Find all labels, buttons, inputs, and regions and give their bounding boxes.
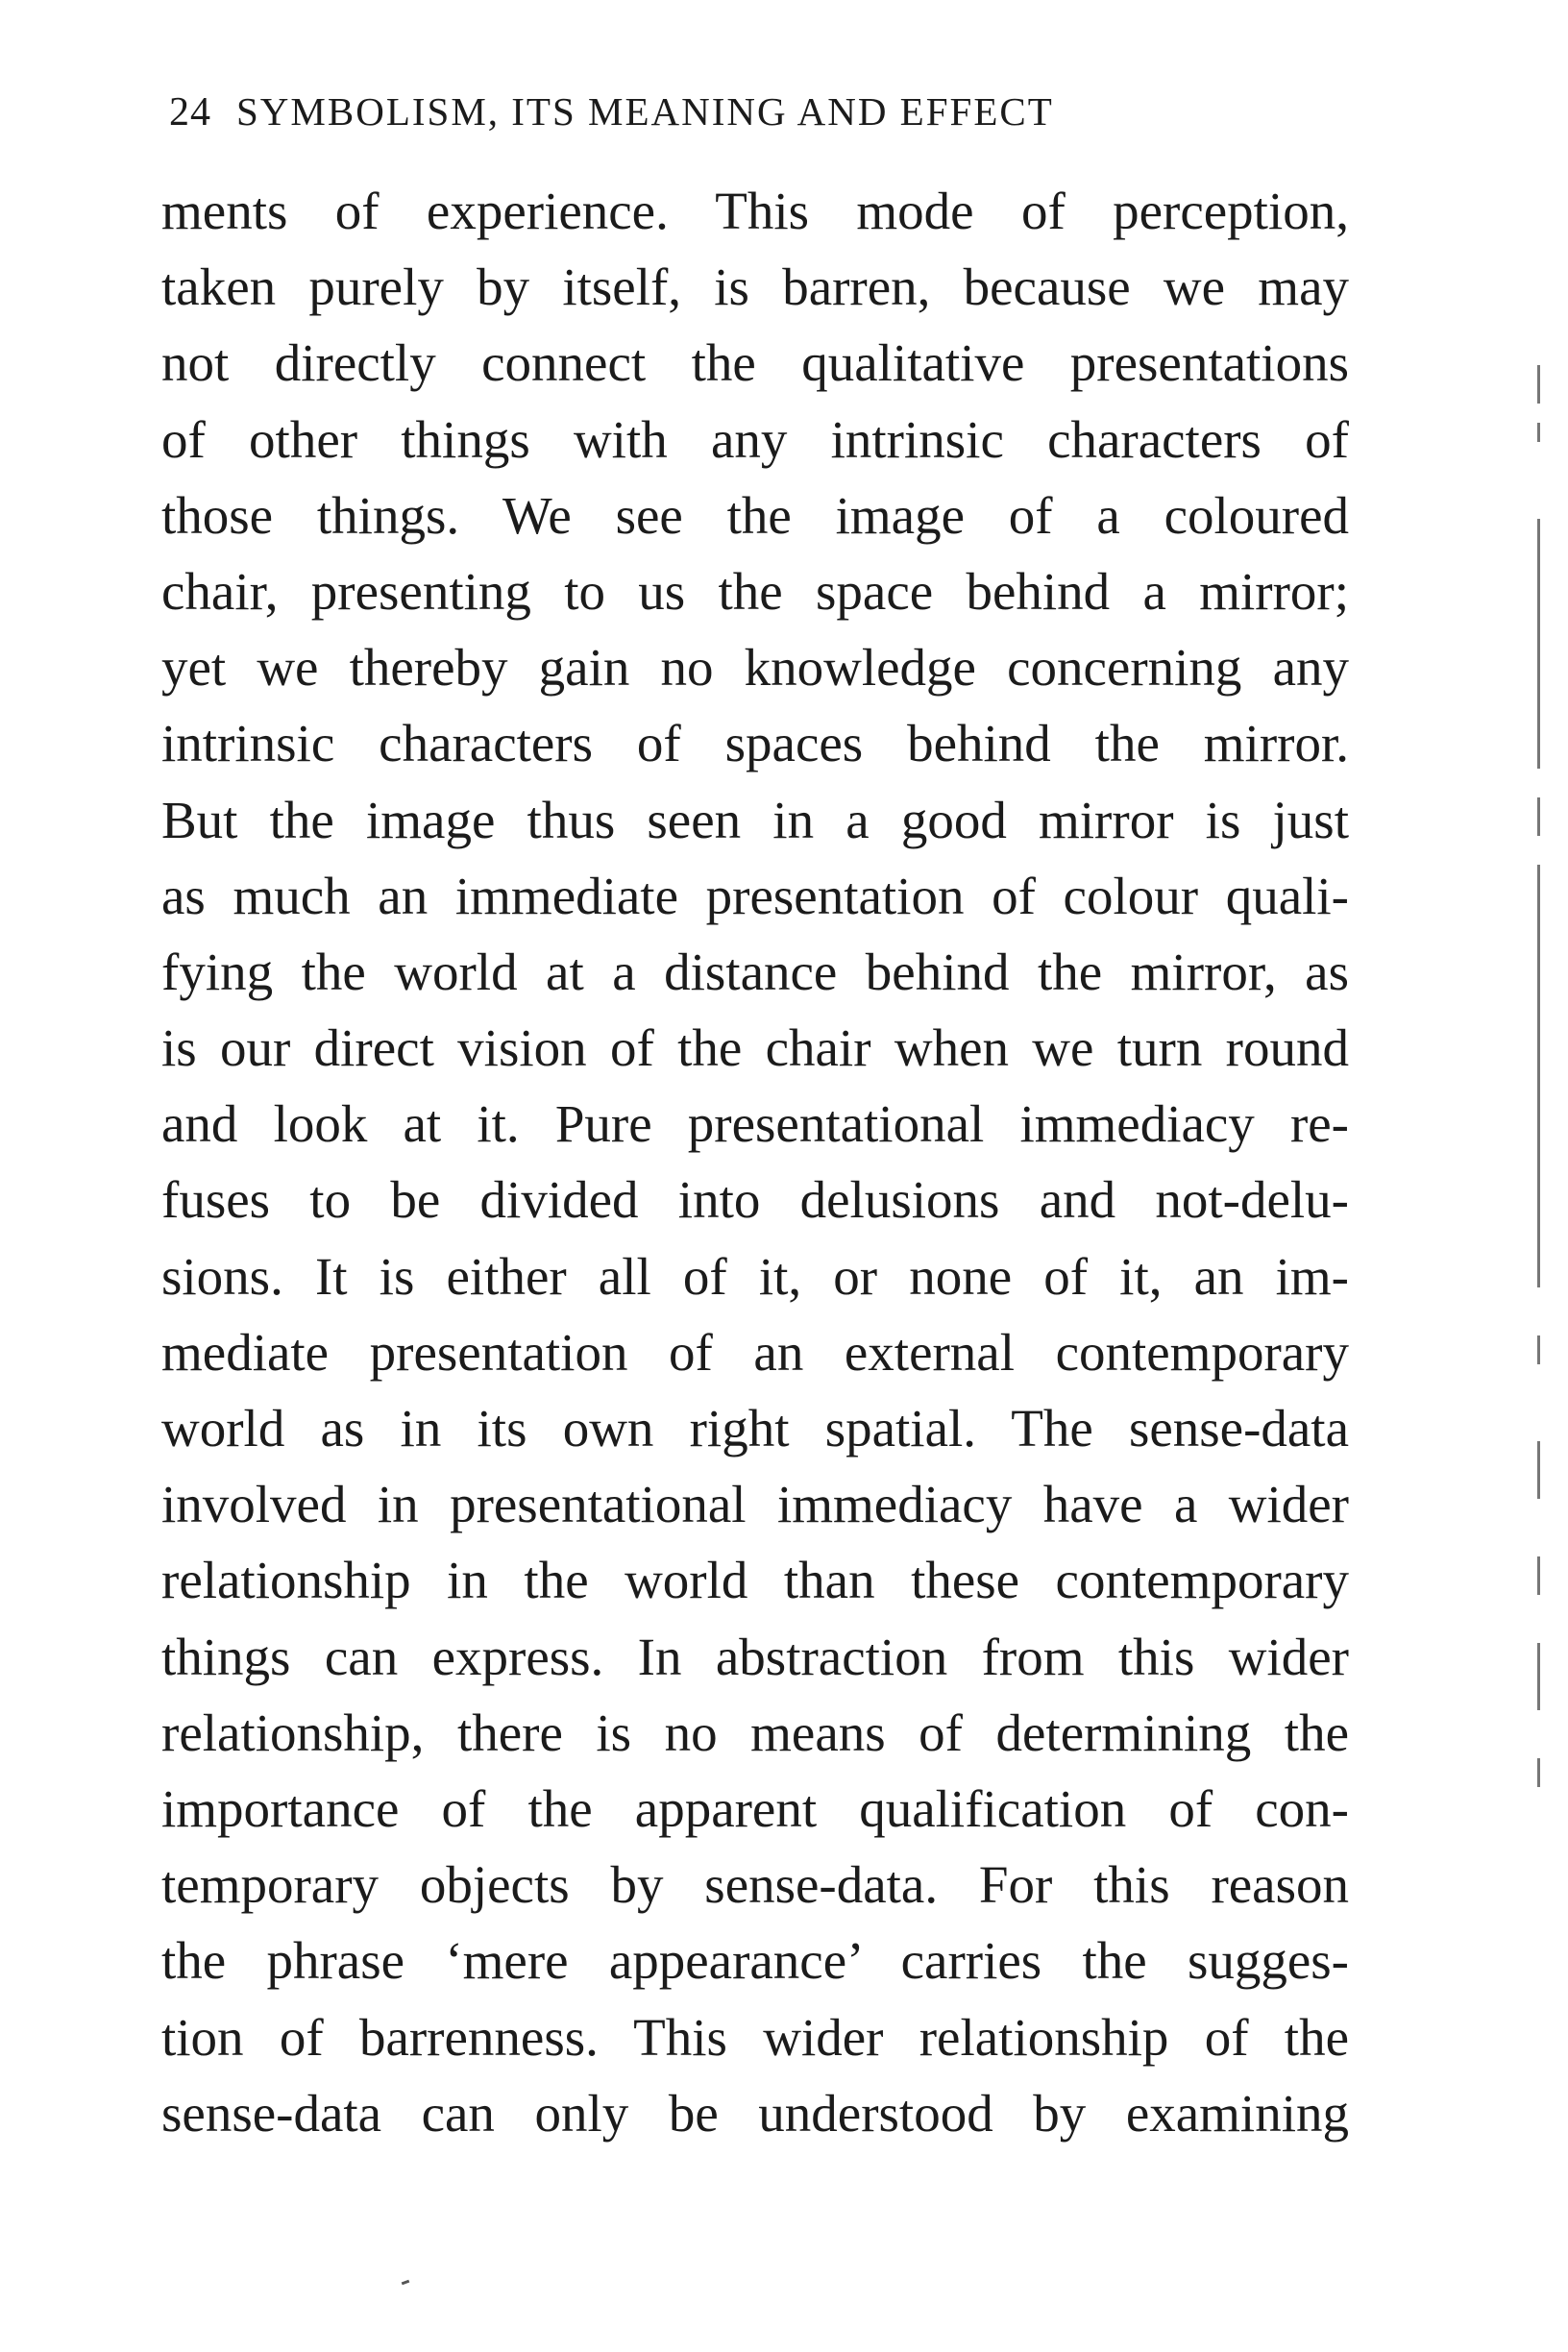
text-line: mediate presentation of an external contemporary (161, 1322, 1349, 1382)
edge-mark (1537, 1556, 1540, 1595)
text-line: chair, presenting to us the space behind a mirror; (161, 561, 1349, 621)
text-line: world as in its own right spatial. The sense-data (161, 1399, 1349, 1458)
running-title: SYMBOLISM, ITS MEANING AND EFFECT (236, 89, 1054, 134)
text-line: involved in presentational immediacy have a wider (161, 1475, 1349, 1534)
ink-speck (402, 2280, 410, 2286)
text-line: tion of barrenness. This wider relationship of the (161, 2007, 1349, 2067)
text-line: fying the world at a distance behind the mirror, as (161, 942, 1349, 1001)
edge-mark (1537, 423, 1540, 442)
text-line: yet we thereby gain no knowledge concerning any (161, 638, 1349, 698)
text-line: ments of experience. This mode of perception, (161, 182, 1349, 240)
text-line: fuses to be divided into delusions and not-delu- (161, 1170, 1349, 1230)
edge-mark (1537, 1758, 1540, 1787)
body-text (161, 173, 1349, 2151)
text-line: temporary objects by sense-data. For this reason (161, 1855, 1349, 1915)
text-line: is our direct vision of the chair when we turn round (161, 1018, 1349, 1078)
page-number: 24 (169, 90, 211, 135)
text-line: importance of the apparent qualification of con- (161, 1778, 1349, 1838)
edge-mark (1537, 519, 1540, 769)
text-line: things can express. In abstraction from this wider (161, 1627, 1349, 1686)
edge-mark (1537, 1335, 1540, 1364)
edge-mark (1537, 365, 1540, 404)
text-line: sense-data can only be understood by examining (161, 2083, 1349, 2143)
text-line: taken purely by itself, is barren, because we may (161, 257, 1349, 317)
text-line: and look at it. Pure presentational immediacy re- (161, 1094, 1349, 1154)
text-line: as much an immediate presentation of colour quali- (161, 866, 1349, 925)
running-head (169, 88, 1360, 146)
text-line: the phrase ‘mere appearance’ carries the sugges- (161, 1931, 1349, 1991)
text-line: intrinsic characters of spaces behind the mirror. (161, 714, 1349, 773)
edge-mark (1537, 1643, 1540, 1710)
text-line: not directly connect the qualitative presentations (161, 333, 1349, 393)
text-line: But the image thus seen in a good mirror is just (161, 790, 1349, 849)
text-line: those things. We see the image of a coloured (161, 485, 1349, 545)
page-edge-shadow (1537, 365, 1549, 1806)
text-line: relationship, there is no means of determining the (161, 1703, 1349, 1762)
edge-mark (1537, 797, 1540, 836)
edge-mark (1537, 865, 1540, 1287)
text-line: of other things with any intrinsic characters of (161, 409, 1349, 469)
edge-mark (1537, 1441, 1540, 1499)
text-line: sions. It is either all of it, or none of it, an im- (161, 1246, 1349, 1306)
text-line: relationship in the world than these contemporary (161, 1551, 1349, 1610)
